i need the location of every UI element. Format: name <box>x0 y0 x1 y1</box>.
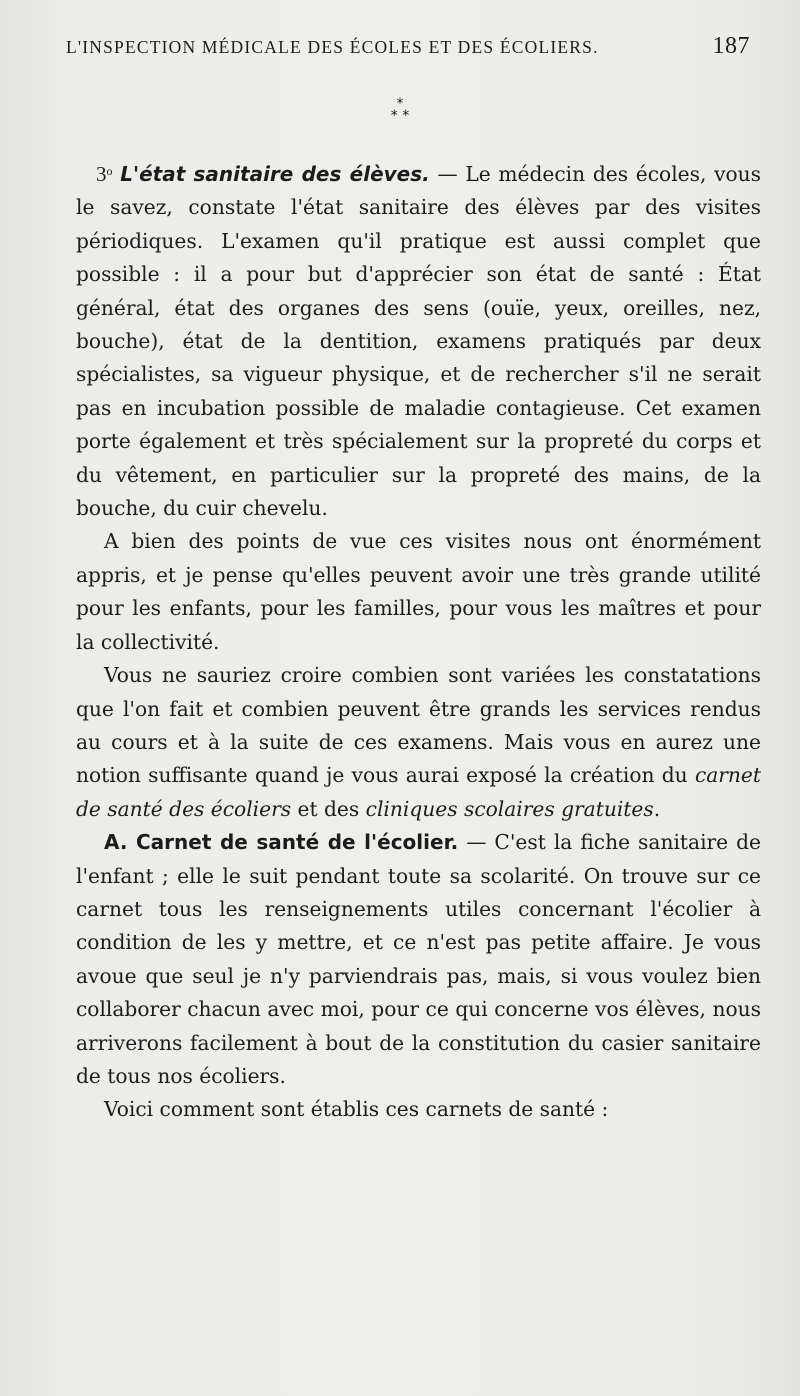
italic-carnet: carnet de santé des écoliers <box>76 763 761 821</box>
asterism-separator <box>0 98 800 122</box>
paragraph-closing: Voici comment sont établis ces carnets de santé : <box>104 1097 609 1122</box>
paragraph-section-a: A. Carnet de santé de l'écolier. — C'est la fiche sanitaire de l'enfant ; elle le suit pendant toute sa scolarité. On trouve sur ce carnet tous les renseignements utiles concernant l'écolier à condition de les y mettre, et ce n'est pas petite affaire. Je vous avoue que seul je n'y parviendrais pas, mais, si vous voulez bien collaborer chacun avec moi, pour ce qui concerne vos élèves, nous arriverons facilement à bout de la constitution du casier sanitaire de tous nos écoliers. <box>76 830 761 1088</box>
section-3-text: Le médecin des écoles, vous le savez, constate l'état sanitaire des élèves par des visites périodiques. L'examen qu'il pratique est aussi complet que possible : il a pour but d'apprécier son état de santé : État général, état des organes des sens (ouïe, yeux, oreilles, nez, bouche), état de la dentition, examens pratiqués par deux spécialistes, sa vigueur physique, et de rechercher s'il ne serait pas en incubation possible de maladie contagieuse. Cet examen porte également et très spécialement sur la propreté du corps et du vêtement, en particulier sur la propreté des mains, de la bouche, du cuir chevelu. <box>76 162 762 521</box>
page-number: 187 <box>712 33 750 59</box>
section-dash: — <box>429 162 466 186</box>
paragraph-section-3 <box>76 155 761 525</box>
section-title: L'état sanitaire des élèves. <box>120 162 430 186</box>
section-number: 3$^o$ <box>96 162 113 186</box>
paragraph-visits: A bien des points de vue ces visites nous ont énormément appris, et je pense qu'elles peuvent avoir une très grande utilité pour les enfants, pour les familles, pour vous les maîtres et pour la collectivité. <box>76 529 761 654</box>
asterism-top: * <box>396 96 404 112</box>
body-text <box>76 155 761 1127</box>
paragraph-constatations: Vous ne sauriez croire combien sont variées les constatations que l'on fait et combien peuvent être grands les services rendus au cours et à la suite de ces examens. Mais vous en aurez une notion suffisante quand je vous aurai exposé la création du carnet de santé des écoliers et des cliniques scolaires gratuites. <box>76 663 761 821</box>
italic-cliniques: cliniques scolaires gratuites <box>365 796 654 821</box>
asterism-bottom: * * <box>390 108 410 124</box>
running-head: L'INSPECTION MÉDICALE DES ÉCOLES ET DES ÉCOLIERS. <box>66 37 599 57</box>
page-header <box>66 33 750 63</box>
section-a-text: C'est la fiche sanitaire de l'enfant ; elle le suit pendant toute sa scolarité. On trouve sur ce carnet tous les renseignements utiles concernant l'écolier à condition de les y mettre, et ce n'est pas petite affaire. Je vous avoue que seul je n'y parviendrais pas, mais, si vous voulez bien collaborer chacun avec moi, pour ce qui concerne vos élèves, nous arriverons facilement à bout de la constitution du casier sanitaire de tous nos écoliers. <box>76 830 761 1088</box>
section-a-heading: A. Carnet de santé de l'écolier. <box>104 830 459 855</box>
